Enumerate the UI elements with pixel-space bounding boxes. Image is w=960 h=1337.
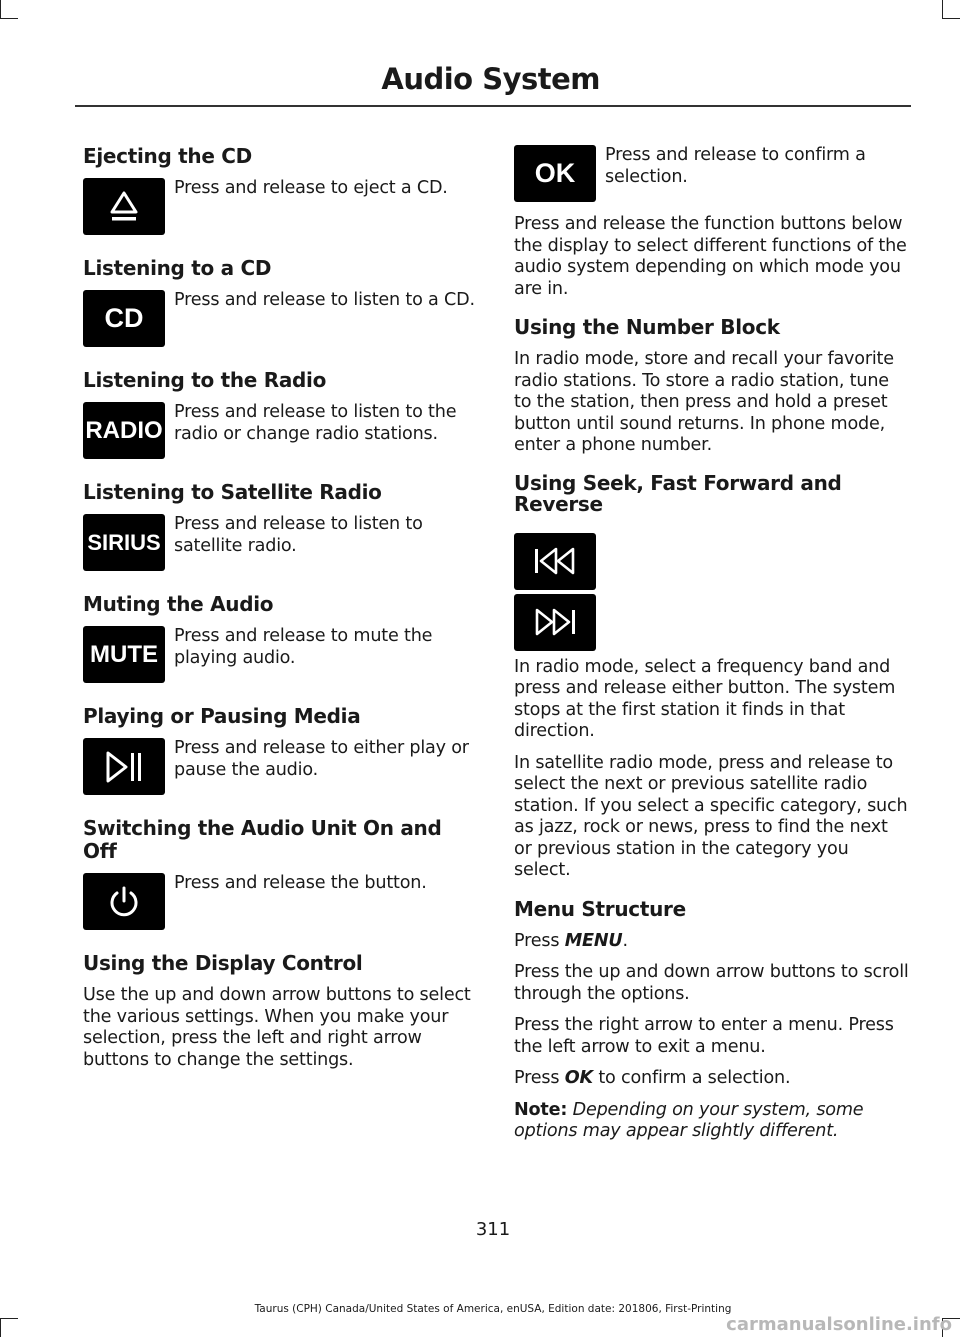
eject-description: Press and release to eject a CD. [174, 178, 448, 198]
sirius-button-label: SIRIUS [87, 529, 161, 555]
power-row [83, 873, 475, 930]
crop-mark [942, 18, 960, 19]
cd-button[interactable] [83, 290, 165, 347]
header-rule [75, 105, 911, 107]
radio-row [83, 402, 475, 459]
play-pause-button[interactable] [83, 738, 165, 795]
radio-button[interactable] [83, 402, 165, 459]
seek-reverse-button[interactable] [514, 533, 596, 590]
mute-button-label: MUTE [90, 640, 158, 668]
menu-line-2: Press the up and down arrow buttons to scroll through the options. [514, 962, 909, 1004]
mute-button[interactable] [83, 626, 165, 683]
sirius-row [83, 514, 475, 571]
playpause-heading: Playing or Pausing Media [83, 704, 361, 728]
eject-heading: Ejecting the CD [83, 144, 252, 168]
playpause-description: Press and release to either play or pause the audio. [174, 738, 469, 780]
eject-button[interactable] [83, 178, 165, 235]
edition-footer: Taurus (CPH) Canada/United States of America, enUSA, Edition date: 201806, First-Printing [254, 1303, 732, 1315]
ok-button[interactable] [514, 145, 596, 202]
display-body: Use the up and down arrow buttons to select the various settings. When you make your selection, press the left and right arrow buttons to change the settings. [83, 985, 471, 1070]
playpause-row [83, 738, 475, 795]
eject-icon [104, 187, 144, 227]
power-heading: Switching the Audio Unit On and Off [83, 816, 442, 863]
function-buttons-text: Press and release the function buttons below the display to select different functions of the audio system depending on which mode you are in. [514, 214, 907, 299]
note-label: Note: [514, 1099, 568, 1120]
cd-button-label: CD [104, 303, 144, 333]
mute-description: Press and release to mute the playing audio. [174, 626, 433, 668]
menu-ok-press: Press [514, 1068, 560, 1088]
skip-back-icon [531, 545, 579, 577]
menu-ok-line [514, 1068, 910, 1090]
menu-heading: Menu Structure [514, 896, 686, 921]
page-number: 311 [475, 1219, 511, 1240]
cd-row [83, 290, 475, 347]
menu-press-text: Press [514, 930, 560, 951]
menu-period: . [622, 930, 628, 951]
play-pause-icon [102, 749, 146, 785]
watermark: carmanualsonline.info [726, 1314, 952, 1335]
crop-mark [0, 0, 1, 18]
menu-press-line [514, 931, 910, 953]
ok-row [514, 145, 910, 202]
seek-heading: Using Seek, Fast Forward and Reverse [514, 470, 842, 516]
power-icon [106, 884, 142, 920]
right-column [514, 145, 910, 1153]
number-block-heading: Using the Number Block [514, 315, 780, 339]
mute-heading: Muting the Audio [83, 592, 274, 616]
number-block-body: In radio mode, store and recall your favorite radio stations. To store a radio station, tune to the station, then press and hold a preset button until sound returns. In phone mode, enter a phone number. [514, 349, 894, 455]
sirius-heading: Listening to Satellite Radio [83, 480, 382, 504]
crop-mark [0, 1318, 18, 1319]
radio-button-label: RADIO [85, 416, 163, 444]
menu-keyword: MENU [564, 930, 623, 951]
ok-button-label: OK [534, 158, 576, 188]
radio-heading: Listening to the Radio [83, 368, 327, 392]
skip-forward-icon [531, 606, 579, 638]
crop-mark [0, 18, 18, 19]
seek-body-2: In satellite radio mode, press and release to select the next or previous satellite radio station. If you select a specific category, such as jazz, rock or news, press to find the next or previous station in the category you select. [514, 752, 908, 880]
ok-description: Press and release to confirm a selection. [605, 145, 866, 187]
crop-mark [0, 1319, 1, 1337]
cd-description: Press and release to listen to a CD. [174, 290, 475, 310]
crop-mark [942, 0, 943, 18]
power-button[interactable] [83, 873, 165, 930]
sirius-description: Press and release to listen to satellite radio. [174, 514, 423, 556]
radio-description: Press and release to listen to the radio or change radio stations. [174, 402, 457, 444]
eject-row [83, 178, 475, 235]
seek-forward-button[interactable] [514, 594, 596, 651]
sirius-button[interactable] [83, 514, 165, 571]
display-heading: Using the Display Control [83, 951, 363, 975]
seek-body-1: In radio mode, select a frequency band and press and release either button. The system stops at the first station it finds in that direction. [514, 656, 896, 741]
left-column [83, 145, 475, 1081]
cd-heading: Listening to a CD [83, 256, 272, 280]
menu-note [514, 1100, 910, 1143]
note-text: Depending on your system, some options may appear slightly different. [514, 1099, 864, 1141]
page-title: Audio System [381, 62, 600, 96]
mute-row [83, 626, 475, 683]
menu-ok-rest: to confirm a selection. [598, 1068, 791, 1088]
menu-ok-keyword: OK [564, 1068, 593, 1088]
power-description: Press and release the button. [174, 873, 427, 893]
menu-line-3: Press the right arrow to enter a menu. Press the left arrow to exit a menu. [514, 1015, 894, 1057]
